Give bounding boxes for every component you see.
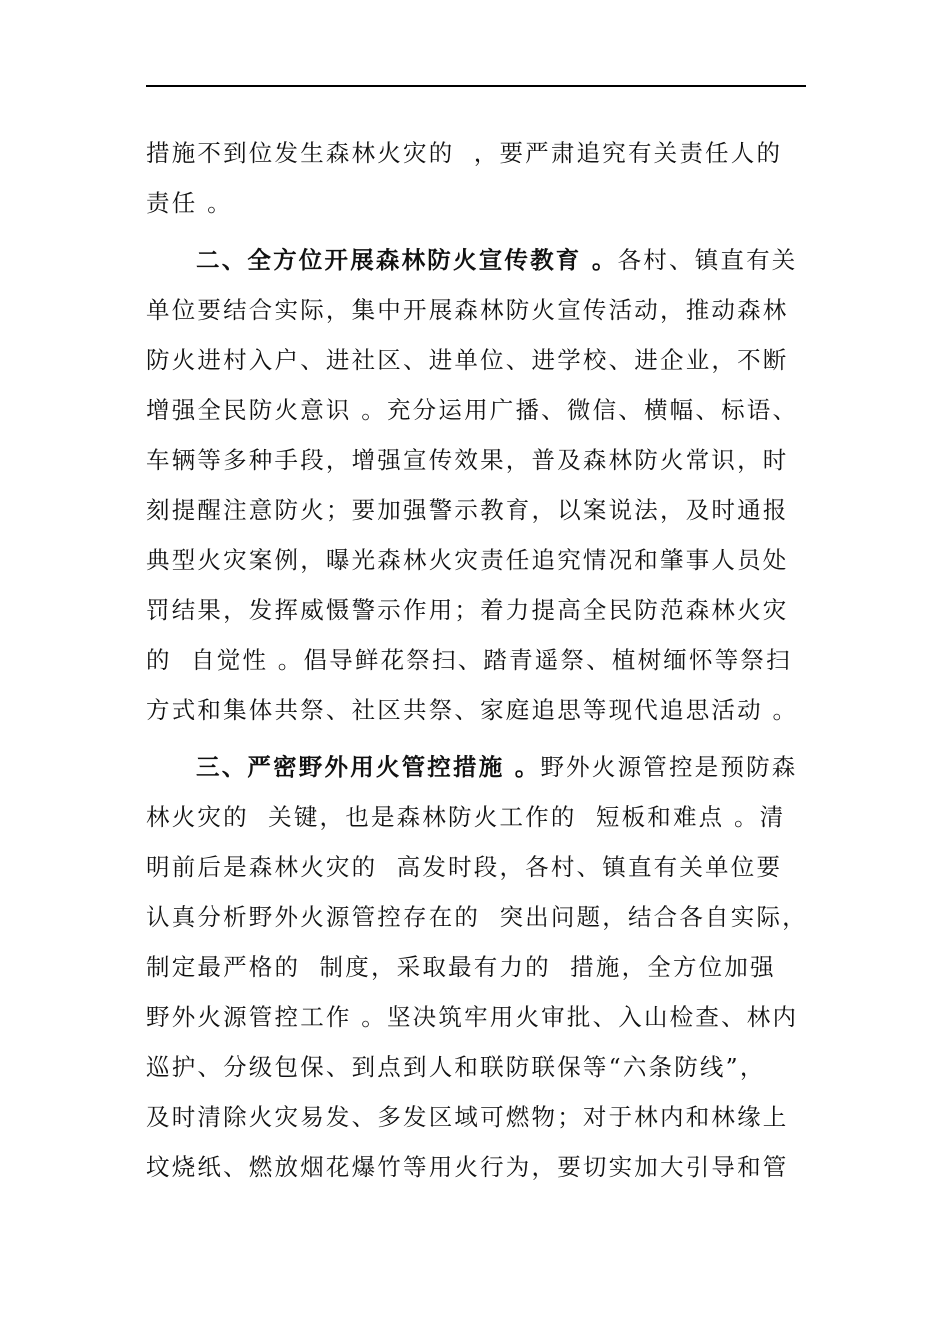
body-line: 认真分析野外火源管控存在的 突出问题，结合各自实际， [146, 903, 808, 931]
body-line: 巡护、分级包保、到点到人和联防联保等“六条防线”， [146, 1053, 766, 1081]
section-3-heading: 三、严密野外用火管控措施 。 [196, 753, 541, 781]
body-line: 及时清除火灾易发、多发区域可燃物；对于林内和林缘上 [146, 1103, 789, 1131]
body-line: 方式和集体共祭、社区共祭、家庭追思等现代追思活动 。 [146, 696, 799, 724]
body-line: 单位要结合实际，集中开展森林防火宣传活动，推动森林 [146, 296, 789, 324]
section-3-first-line [146, 742, 806, 792]
header-rule [146, 85, 806, 87]
body-line: 刻提醒注意防火；要加强警示教育，以案说法，及时通报 [146, 496, 789, 524]
body-line: 典型火灾案例，曝光森林火灾责任追究情况和肇事人员处 [146, 546, 789, 574]
body-line: 责任 。 [146, 189, 233, 217]
section-2-heading: 二、全方位开展森林防火宣传教育 。 [196, 246, 618, 274]
body-line: 坟烧纸、燃放烟花爆竹等用火行为，要切实加大引导和管 [146, 1153, 789, 1181]
body-line: 林火灾的 关键，也是森林防火工作的 短板和难点 。清 [146, 803, 786, 831]
section-2-lead-text: 各村、镇直有关 [617, 246, 798, 274]
body-line: 防火进村入户、进社区、进单位、进学校、进企业，不断 [146, 346, 789, 374]
section-2-first-line [146, 235, 806, 285]
body-line: 罚结果，发挥威慑警示作用；着力提高全民防范森林火灾 [146, 596, 789, 624]
body-line: 车辆等多种手段，增强宣传效果，普及森林防火常识，时 [146, 446, 789, 474]
body-line: 明前后是森林火灾的 高发时段，各村、镇直有关单位要 [146, 853, 783, 881]
body-line: 野外火源管控工作 。坚决筑牢用火审批、入山检查、林内 [146, 1003, 799, 1031]
body-line: 的 自觉性 。倡导鲜花祭扫、踏青遥祭、植树缅怀等祭扫 [146, 646, 792, 674]
body-line: 制定最严格的 制度，采取最有力的 措施，全方位加强 [146, 953, 776, 981]
body-line: 增强全民防火意识 。充分运用广播、微信、横幅、标语、 [146, 396, 799, 424]
document-body [146, 128, 806, 1192]
body-line: 措施不到位发生森林火灾的 ，要严肃追究有关责任人的 [146, 139, 783, 167]
section-3-lead-text: 野外火源管控是预防森 [540, 753, 798, 781]
